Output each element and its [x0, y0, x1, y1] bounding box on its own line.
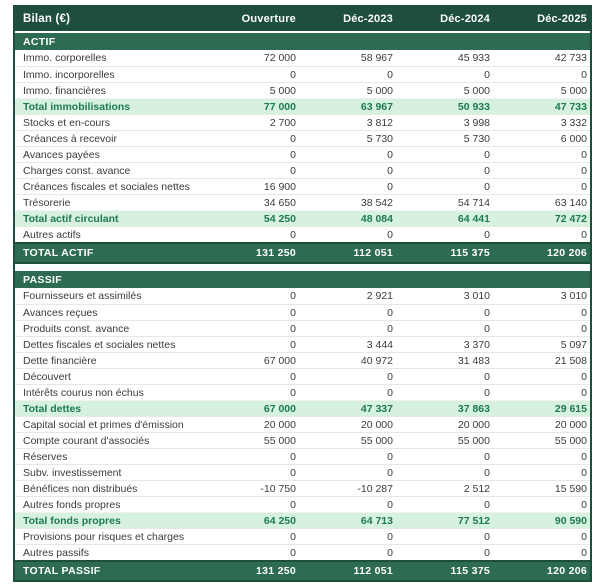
cell-value: 0	[290, 546, 296, 559]
cell-value: 0	[581, 228, 587, 241]
row-label: Immo. incorporelles	[23, 68, 115, 81]
row-label: Dette financière	[23, 354, 97, 367]
table-row	[15, 50, 590, 66]
cell-value: 5 000	[463, 84, 490, 97]
cell-value: 0	[290, 290, 296, 302]
cell-value: 54 250	[263, 212, 296, 225]
cell-value: 0	[484, 370, 490, 383]
cell-value: 3 010	[560, 290, 587, 302]
row-label: Total fonds propres	[23, 514, 121, 527]
cell-value: 0	[581, 322, 587, 335]
cell-value: 20 000	[360, 418, 393, 431]
cell-value: 0	[387, 148, 393, 161]
cell-value: 0	[484, 546, 490, 559]
cell-value: 0	[484, 68, 490, 81]
table-body	[15, 33, 590, 580]
row-label: Autres passifs	[23, 546, 89, 559]
cell-value: 64 250	[263, 514, 296, 527]
row-label: Compte courant d'associés	[23, 434, 150, 447]
cell-value: 3 010	[463, 290, 490, 302]
table-row	[15, 416, 590, 432]
cell-value: 47 733	[554, 100, 587, 113]
cell-value: 34 650	[263, 196, 296, 209]
cell-value: 3 812	[366, 116, 393, 129]
cell-value: 0	[290, 164, 296, 177]
cell-value: 20 000	[457, 418, 490, 431]
cell-value: 2 921	[366, 290, 393, 302]
cell-value: 0	[387, 306, 393, 319]
cell-value: 112 051	[353, 247, 393, 259]
cell-value: 0	[484, 530, 490, 543]
subtotal-row	[15, 512, 590, 528]
column-header-dec-2023: Déc-2023	[343, 13, 393, 25]
cell-value: 0	[581, 148, 587, 161]
cell-value: 54 714	[457, 196, 490, 209]
row-label: Créances à recevoir	[23, 132, 117, 145]
table-row	[15, 448, 590, 464]
cell-value: 0	[387, 546, 393, 559]
cell-value: 0	[387, 68, 393, 81]
cell-value: 0	[290, 450, 296, 463]
cell-value: 20 000	[263, 418, 296, 431]
cell-value: 50 933	[457, 100, 490, 113]
cell-value: 131 250	[255, 565, 296, 577]
cell-value: 0	[387, 386, 393, 399]
cell-value: 5 000	[269, 84, 296, 97]
row-label: Créances fiscales et sociales nettes	[23, 180, 190, 193]
row-label: TOTAL ACTIF	[23, 247, 94, 259]
table-row	[15, 528, 590, 544]
table-title: Bilan (€)	[23, 13, 71, 25]
table-row	[15, 352, 590, 368]
cell-value: 58 967	[360, 52, 393, 64]
row-label: Subv. investissement	[23, 466, 122, 479]
table-row	[15, 496, 590, 512]
cell-value: 0	[290, 322, 296, 335]
cell-value: 0	[581, 180, 587, 193]
cell-value: 120 206	[546, 247, 587, 259]
cell-value: 55 000	[263, 434, 296, 447]
cell-value: 0	[581, 164, 587, 177]
cell-value: 6 000	[560, 132, 587, 145]
cell-value: 0	[484, 386, 490, 399]
cell-value: 5 097	[560, 338, 587, 351]
grand-total-row	[15, 560, 590, 580]
cell-value: 72 472	[554, 212, 587, 225]
row-label: Provisions pour risques et charges	[23, 530, 185, 543]
cell-value: 0	[387, 450, 393, 463]
table-row	[15, 464, 590, 480]
cell-value: 63 140	[554, 196, 587, 209]
cell-value: 0	[290, 498, 296, 511]
balance-sheet-table	[13, 5, 592, 582]
cell-value: 0	[581, 498, 587, 511]
cell-value: 55 000	[554, 434, 587, 447]
cell-value: 64 441	[457, 212, 490, 225]
cell-value: 0	[290, 132, 296, 145]
cell-value: 0	[387, 370, 393, 383]
cell-value: 115 375	[450, 247, 490, 259]
cell-value: 0	[290, 306, 296, 319]
table-row	[15, 226, 590, 242]
cell-value: 0	[484, 148, 490, 161]
section-passif	[15, 271, 590, 580]
cell-value: 2 700	[269, 116, 296, 129]
cell-value: 20 000	[554, 418, 587, 431]
cell-value: 55 000	[360, 434, 393, 447]
cell-value: 0	[387, 322, 393, 335]
cell-value: 5 000	[560, 84, 587, 97]
cell-value: 0	[484, 180, 490, 193]
row-label: Total immobilisations	[23, 100, 131, 113]
cell-value: 0	[581, 450, 587, 463]
cell-value: 0	[581, 68, 587, 81]
cell-value: 0	[484, 498, 490, 511]
cell-value: 115 375	[450, 565, 490, 577]
cell-value: 67 000	[263, 354, 296, 367]
table-row	[15, 130, 590, 146]
cell-value: 42 733	[554, 52, 587, 64]
cell-value: 0	[387, 530, 393, 543]
cell-value: 0	[581, 466, 587, 479]
table-row	[15, 304, 590, 320]
table-row	[15, 194, 590, 210]
row-label: Intérêts courus non échus	[23, 386, 144, 399]
row-label: Découvert	[23, 370, 71, 383]
cell-value: 0	[581, 370, 587, 383]
table-row	[15, 544, 590, 560]
row-label: Bénéfices non distribués	[23, 482, 138, 495]
cell-value: 0	[290, 386, 296, 399]
table-row	[15, 162, 590, 178]
cell-value: 0	[581, 306, 587, 319]
cell-value: 37 863	[457, 402, 490, 415]
table-row	[15, 178, 590, 194]
cell-value: 0	[387, 228, 393, 241]
row-label: Fournisseurs et assimilés	[23, 290, 142, 302]
section-header: ACTIF	[15, 33, 590, 50]
cell-value: 0	[484, 306, 490, 319]
cell-value: 3 370	[463, 338, 490, 351]
column-header-dec-2025: Déc-2025	[537, 13, 587, 25]
table-row	[15, 368, 590, 384]
cell-value: 0	[484, 322, 490, 335]
column-header-dec-2024: Déc-2024	[440, 13, 490, 25]
row-label: Autres actifs	[23, 228, 81, 241]
cell-value: 0	[290, 148, 296, 161]
table-row	[15, 384, 590, 400]
row-label: Immo. corporelles	[23, 52, 107, 64]
subtotal-row	[15, 98, 590, 114]
table-row	[15, 320, 590, 336]
row-label: Avances reçues	[23, 306, 98, 319]
row-label: Immo. financières	[23, 84, 106, 97]
cell-value: 0	[581, 530, 587, 543]
cell-value: 45 933	[457, 52, 490, 64]
grand-total-row	[15, 242, 590, 262]
row-label: Total dettes	[23, 402, 82, 415]
cell-value: 3 332	[560, 116, 587, 129]
cell-value: 63 967	[360, 100, 393, 113]
cell-value: 77 512	[457, 514, 490, 527]
cell-value: 0	[387, 498, 393, 511]
cell-value: 0	[387, 466, 393, 479]
cell-value: -10 287	[357, 482, 393, 495]
table-header-row	[15, 7, 590, 33]
cell-value: 0	[484, 164, 490, 177]
subtotal-row	[15, 210, 590, 226]
cell-value: 0	[290, 228, 296, 241]
cell-value: 0	[290, 530, 296, 543]
cell-value: 0	[290, 338, 296, 351]
cell-value: 5 000	[366, 84, 393, 97]
cell-value: 0	[581, 386, 587, 399]
cell-value: 29 615	[554, 402, 587, 415]
table-row	[15, 336, 590, 352]
cell-value: 67 000	[263, 402, 296, 415]
table-row	[15, 114, 590, 130]
cell-value: 5 730	[463, 132, 490, 145]
section-actif	[15, 33, 590, 264]
row-label: Stocks et en-cours	[23, 116, 110, 129]
cell-value: 3 444	[366, 338, 393, 351]
cell-value: 38 542	[360, 196, 393, 209]
cell-value: 0	[387, 164, 393, 177]
table-row	[15, 66, 590, 82]
row-label: Produits const. avance	[23, 322, 130, 335]
cell-value: 48 084	[360, 212, 393, 225]
cell-value: 131 250	[255, 247, 296, 259]
row-label: Trésorerie	[23, 196, 71, 209]
cell-value: 0	[581, 546, 587, 559]
row-label: Avances payées	[23, 148, 100, 161]
row-label: Autres fonds propres	[23, 498, 121, 511]
cell-value: 55 000	[457, 434, 490, 447]
row-label: Dettes fiscales et sociales nettes	[23, 338, 176, 351]
section-header: PASSIF	[15, 271, 590, 288]
cell-value: 15 590	[554, 482, 587, 495]
cell-value: 0	[484, 466, 490, 479]
cell-value: 2 512	[463, 482, 490, 495]
cell-value: 64 713	[360, 514, 393, 527]
cell-value: 0	[484, 450, 490, 463]
cell-value: 21 508	[554, 354, 587, 367]
cell-value: -10 750	[260, 482, 296, 495]
cell-value: 90 590	[554, 514, 587, 527]
cell-value: 16 900	[263, 180, 296, 193]
cell-value: 47 337	[360, 402, 393, 415]
cell-value: 5 730	[366, 132, 393, 145]
cell-value: 0	[290, 68, 296, 81]
row-label: TOTAL PASSIF	[23, 565, 101, 577]
table-row	[15, 146, 590, 162]
cell-value: 0	[387, 180, 393, 193]
table-row	[15, 288, 590, 304]
cell-value: 72 000	[263, 52, 296, 64]
cell-value: 112 051	[353, 565, 393, 577]
cell-value: 120 206	[546, 565, 587, 577]
cell-value: 3 998	[463, 116, 490, 129]
subtotal-row	[15, 400, 590, 416]
cell-value: 0	[290, 466, 296, 479]
table-row	[15, 480, 590, 496]
cell-value: 0	[290, 370, 296, 383]
cell-value: 0	[484, 228, 490, 241]
column-header-ouverture: Ouverture	[241, 13, 296, 25]
table-row	[15, 82, 590, 98]
row-label: Capital social et primes d'émission	[23, 418, 184, 431]
row-label: Réserves	[23, 450, 68, 463]
cell-value: 31 483	[457, 354, 490, 367]
table-row	[15, 432, 590, 448]
cell-value: 77 000	[263, 100, 296, 113]
cell-value: 40 972	[360, 354, 393, 367]
row-label: Charges const. avance	[23, 164, 131, 177]
row-label: Total actif circulant	[23, 212, 119, 225]
